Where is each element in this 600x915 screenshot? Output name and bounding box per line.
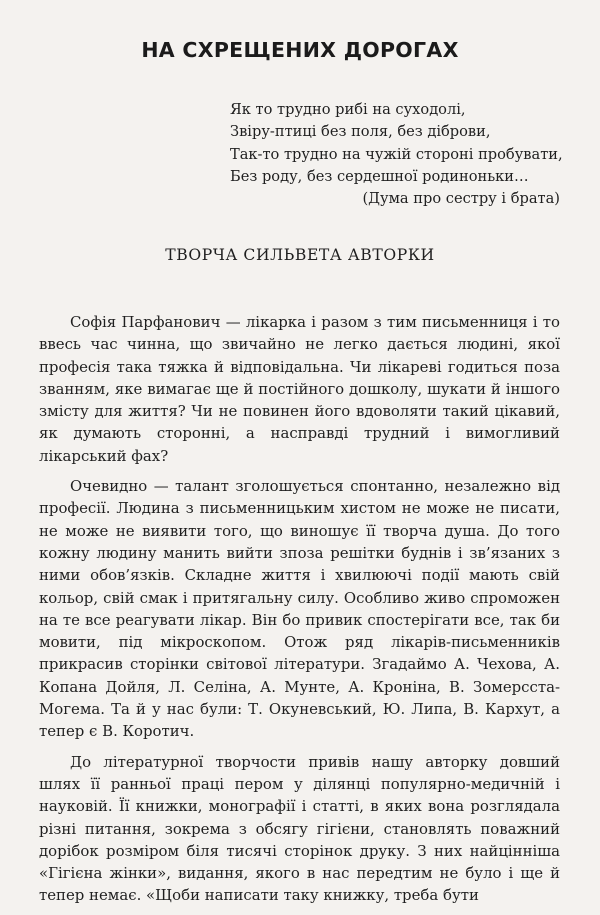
paragraph: Очевидно — талант зголошується спонтанно, незалежно від професії. Людина з письменницьким хистом не може не писати, не може не виявити того, що виношує її творча душа. До того кожну людину манить вийти зпоза решітки буднів і зв’язаних з ними обов’язків. Складне життя і хвилюючі події мають свій кольор, свій смак і притягальну силу. Особливо живо спроможен на те все реагувати лікар. Він бо привик спостерігати все, так би мовити, під мікроскопом. Отож ряд лікарів-письменників прикрасив сторінки світової літератури. Згадаймо А. Чехова, А. Копана Дойля, Л. Селіна, А. Мунте, А. Кроніна, В. Зомерсста-Могема. Та й у нас були: Т. Окуневський, Ю. Липа, В. Кархут, а тепер є В. Коротич.: [39, 477, 560, 741]
paragraph: Софія Парфанович — лікарка і разом з тим письменниця і то ввесь час чинна, що звичайно не легко дається людині, якої професія така тяжка й відповідальна. Чи лікареві годиться поза званням, яке вимагає ще й постійного дошколу, шукати й іншого змісту для життя? Чи не повинен його вдоволяти такий цікавий, як думають сторонні, а насправді трудний і вимогливий лікарський фах?: [39, 313, 560, 465]
section-title: ТВОРЧА СИЛЬВЕТА АВТОРКИ: [165, 246, 435, 264]
body-text: [39, 311, 560, 915]
epigraph-line: Як то трудно рибі на суходолі,: [230, 101, 466, 118]
chapter-title: НА СХРЕЩЕНИХ ДОРОГАХ: [141, 38, 459, 62]
epigraph-source: (Дума про сестру і брата): [362, 190, 560, 208]
paragraph: До літературної творчости привів нашу авторку довший шлях її ранньої праці пером у ділянці популярно-медичній і науковій. Її книжки, монографії і статті, в яких вона розглядала різні питання, зокрема з обсягу гігієни, становлять поважний дорібок розміром біля тисячі сторінок друку. З них найцінніша «Гігієна жінки», видання, якого в нас передтим не було і ще й тепер немає. «Щоби написати таку книжку, треба бути: [39, 752, 560, 905]
epigraph: [230, 99, 563, 210]
epigraph-line: Без роду, без сердешної родиноньки…: [230, 167, 529, 185]
epigraph-line: Так-то трудно на чужій стороні пробувати,: [230, 145, 563, 163]
epigraph-line: Звіру-птиці без поля, без діброви,: [230, 123, 491, 141]
